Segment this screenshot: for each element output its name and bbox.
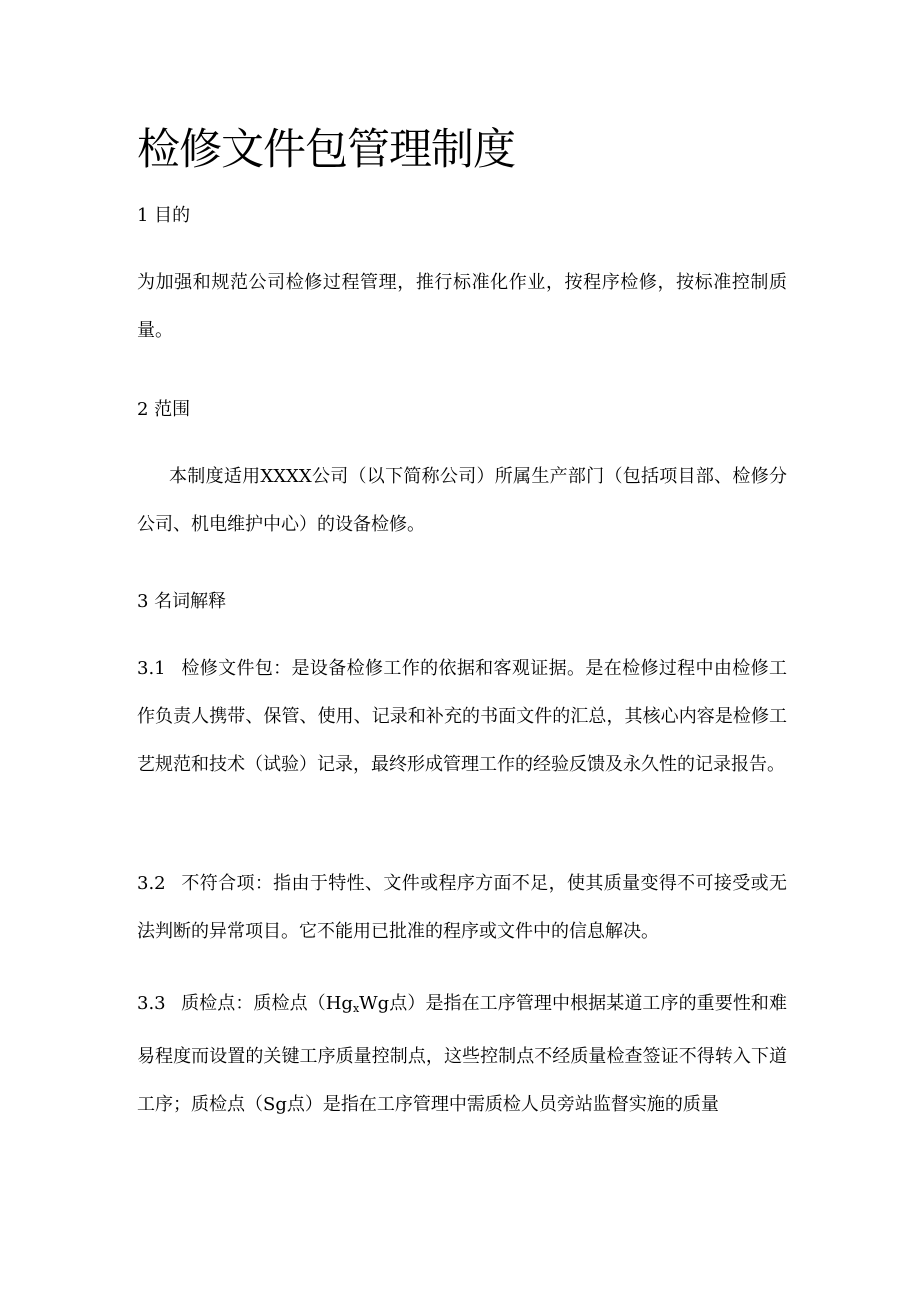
definition-text-part: 质检点：质检点（Hg	[181, 993, 353, 1014]
section-text-scope: 本制度适用XXXX公司（以下简称公司）所属生产部门（包括项目部、检修分公司、机电维护中心）的设备检修。	[137, 466, 787, 535]
definition-item	[137, 980, 787, 1129]
section-heading-purpose: 1 目的	[137, 205, 191, 226]
definition-number: 3.3	[137, 993, 166, 1014]
definition-text-part: Wg点）是指在工序管理中根据某道工序的重要性和难易程度而设置的关键工序质量控制点，这些控制点不经质量检查签证不得转入下道工序；质检点（Sg点）是指在工序管理中需质检人员旁站监督实施的质量	[137, 993, 787, 1115]
section-heading-definitions: 3 名词解释	[137, 591, 227, 612]
definition-number: 3.2	[137, 873, 166, 894]
definition-text: 检修文件包：是设备检修工作的依据和客观证据。是在检修过程中由检修工作负责人携带、保管、使用、记录和补充的书面文件的汇总，其核心内容是检修工艺规范和技术（试验）记录，最终形成管理工作的经验反馈及永久性的记录报告。	[137, 658, 787, 775]
definition-text: 不符合项：指由于特性、文件或程序方面不足，使其质量变得不可接受或无法判断的异常项目。它不能用已批准的程序或文件中的信息解决。	[137, 873, 787, 942]
section-heading-scope: 2 范围	[137, 399, 191, 420]
definition-number: 3.1	[137, 658, 166, 679]
section-text-purpose: 为加强和规范公司检修过程管理，推行标准化作业，按程序检修，按标准控制质量。	[137, 272, 787, 341]
definition-item	[137, 645, 787, 789]
document-title: 检修文件包管理制度	[137, 125, 515, 175]
definition-item	[137, 860, 787, 956]
definition-subscript: x	[352, 1002, 360, 1015]
